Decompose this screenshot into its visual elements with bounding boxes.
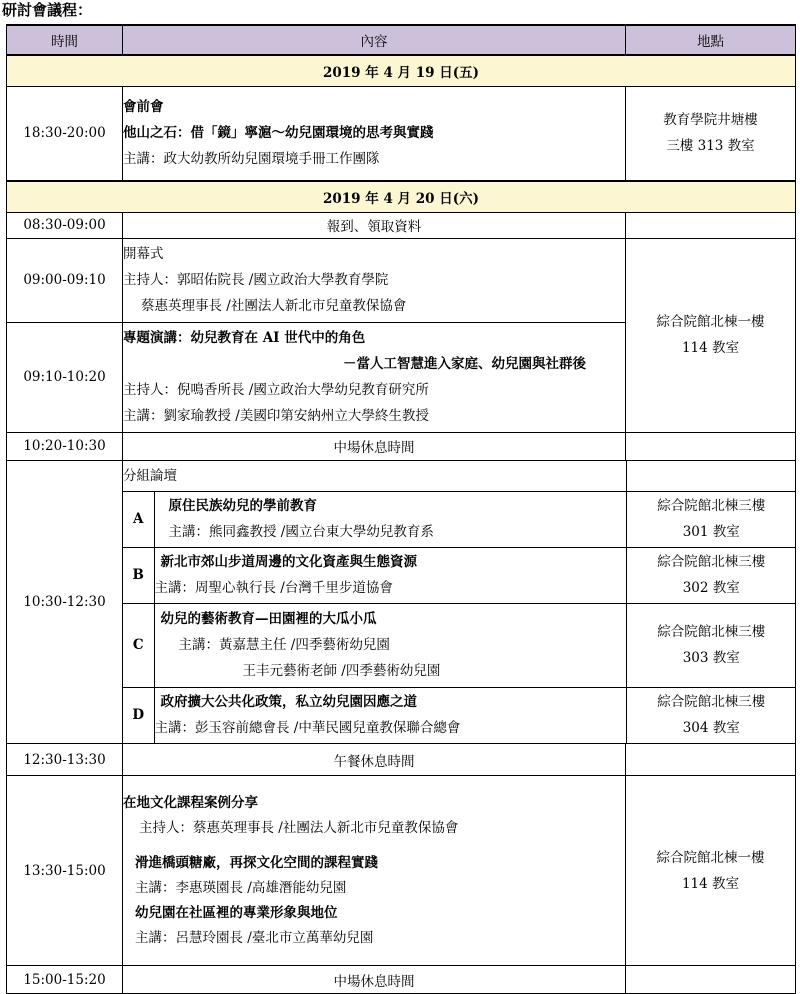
talk2-title: 幼兒園在社區裡的專業形象與地位	[135, 904, 338, 921]
venue-line1: 綜合院館北棟三樓	[657, 624, 766, 640]
forum-title-row	[123, 461, 796, 492]
talk2-speaker: 主講：呂慧玲園長 /臺北市立萬華幼兒園	[135, 929, 374, 946]
session-speaker: 主講：劉家瑜教授 /美國印第安納州立大學終生教授	[123, 408, 429, 424]
group-content	[154, 547, 626, 603]
forum-group-b	[123, 547, 796, 603]
venue-line1: 綜合院館北棟一樓	[656, 314, 765, 330]
session-title: 會前會	[123, 99, 164, 116]
group-letter: B	[123, 547, 154, 603]
session-host: 主持人：倪鳴香所長 /國立政治大學幼兒教育研究所	[123, 382, 429, 398]
group-title: 政府擴大公共化政策，私立幼兒園因應之道	[160, 694, 417, 711]
forum-table	[123, 461, 796, 744]
venue-line1: 綜合院館北棟三樓	[657, 554, 766, 570]
talk1-title: 滑進橋頭糖廠，再探文化空間的課程實踐	[135, 854, 378, 871]
time-cell: 13:30-15:00	[7, 776, 123, 966]
forum-group-a	[123, 491, 796, 547]
session-subtitle: －當人工智慧進入家庭、幼兒園與社群後	[343, 356, 586, 372]
group-speaker-2: 王丰元藝術老師 /四季藝術幼兒園	[242, 663, 441, 679]
time-cell: 15:00-15:20	[7, 966, 123, 994]
content-cell	[123, 776, 626, 966]
forum-title: 分組論壇	[123, 461, 626, 492]
venue-line2: 304 教室	[682, 720, 740, 737]
session-subtitle: 他山之石：借「鏡」寧滬～幼兒園環境的思考與實踐	[123, 125, 434, 142]
header-venue: 地點	[626, 25, 796, 55]
time-cell: 10:30-12:30	[7, 460, 123, 744]
venue-cell-empty	[626, 461, 796, 492]
venue-cell-empty	[626, 432, 796, 460]
session-registration	[7, 212, 796, 238]
venue-cell	[626, 87, 796, 181]
agenda-table	[6, 24, 796, 994]
group-speaker: 主講：周聖心執行長 /台灣千里步道協會	[154, 580, 393, 596]
venue-line1: 綜合院館北棟三樓	[657, 498, 766, 514]
group-letter: C	[123, 603, 154, 687]
session-afternoon	[7, 776, 796, 966]
group-venue	[626, 687, 796, 743]
venue-cell	[626, 776, 796, 966]
date-day2: 2019 年 4 月 20 日(六)	[7, 181, 796, 213]
group-venue	[626, 547, 796, 603]
group-speaker: 主講：彭玉容前總會長 /中華民國兒童教保聯合總會	[154, 720, 461, 737]
venue-line2: 114 教室	[681, 340, 740, 356]
session-opening	[7, 238, 796, 322]
time-cell: 18:30-20:00	[7, 87, 123, 181]
group-letter: A	[123, 491, 154, 547]
session-host: 主持人：蔡惠英理事長 /社團法人新北市兒童教保協會	[139, 819, 459, 836]
time-cell: 12:30-13:30	[7, 744, 123, 776]
date-row-day1	[7, 55, 796, 87]
session-break-2	[7, 966, 796, 994]
group-content	[154, 687, 626, 743]
session-title: 開幕式	[123, 246, 164, 262]
content-cell: 中場休息時間	[123, 966, 626, 994]
group-speaker: 主講：熊同鑫教授 /國立台東大學幼兒教育系	[168, 524, 434, 540]
venue-line2: 三樓 313 教室	[666, 138, 755, 155]
header-time: 時間	[7, 25, 123, 55]
forum-group-d	[123, 687, 796, 743]
content-cell: 中場休息時間	[123, 432, 626, 460]
venue-line2: 301 教室	[682, 524, 740, 540]
session-title: 在地文化課程案例分享	[123, 794, 258, 811]
time-cell: 09:00-09:10	[7, 238, 123, 322]
group-title: 幼兒的藝術教育—田園裡的大瓜小瓜	[160, 611, 377, 627]
talk1-speaker: 主講：李惠瑛園長 /高雄潛能幼兒園	[135, 879, 347, 896]
time-cell: 09:10-10:20	[7, 322, 123, 432]
venue-line2: 114 教室	[681, 875, 740, 892]
session-break-1	[7, 432, 796, 460]
group-title: 新北市郊山步道周邊的文化資產與生態資源	[160, 554, 417, 570]
session-title: 專題演講：幼兒教育在 AI 世代中的角色	[123, 330, 366, 346]
content-cell: 報到、領取資料	[123, 212, 626, 238]
session-pre-conference	[7, 87, 796, 181]
date-row-day2	[7, 181, 796, 213]
time-cell: 08:30-09:00	[7, 212, 123, 238]
venue-line1: 教育學院井塘樓	[663, 112, 758, 129]
venue-line1: 綜合院館北棟三樓	[657, 694, 766, 711]
session-lunch	[7, 744, 796, 776]
venue-cell-main-hall	[626, 238, 796, 432]
venue-line2: 302 教室	[682, 580, 740, 596]
group-title: 原住民族幼兒的學前教育	[168, 498, 317, 514]
session-speaker: 主講：政大幼教所幼兒園環境手冊工作團隊	[123, 151, 380, 168]
session-host-2: 蔡惠英理事長 /社團法人新北市兒童教保協會	[141, 298, 407, 314]
forum-cell	[123, 460, 796, 744]
content-cell	[123, 238, 626, 322]
time-cell: 10:20-10:30	[7, 432, 123, 460]
venue-cell-empty	[626, 966, 796, 994]
session-forum	[7, 460, 796, 744]
header-row	[7, 25, 796, 55]
header-content: 內容	[123, 25, 626, 55]
venue-cell-empty	[626, 212, 796, 238]
venue-line1: 綜合院館北棟一樓	[656, 849, 765, 866]
group-speaker: 主講：黃嘉慧主任 /四季藝術幼兒園	[178, 637, 390, 653]
group-content	[154, 491, 626, 547]
content-cell	[123, 87, 626, 181]
group-venue	[626, 491, 796, 547]
group-venue	[626, 603, 796, 687]
group-content	[154, 603, 626, 687]
page-title: 研討會議程：	[2, 1, 93, 19]
group-letter: D	[123, 687, 154, 743]
venue-cell-empty	[626, 744, 796, 776]
session-host: 主持人：郭昭佑院長 /國立政治大學教育學院	[123, 272, 389, 288]
content-cell: 午餐休息時間	[123, 744, 626, 776]
venue-line2: 303 教室	[682, 650, 740, 666]
date-day1: 2019 年 4 月 19 日(五)	[7, 55, 796, 87]
content-cell	[123, 322, 626, 432]
forum-group-c	[123, 603, 796, 687]
